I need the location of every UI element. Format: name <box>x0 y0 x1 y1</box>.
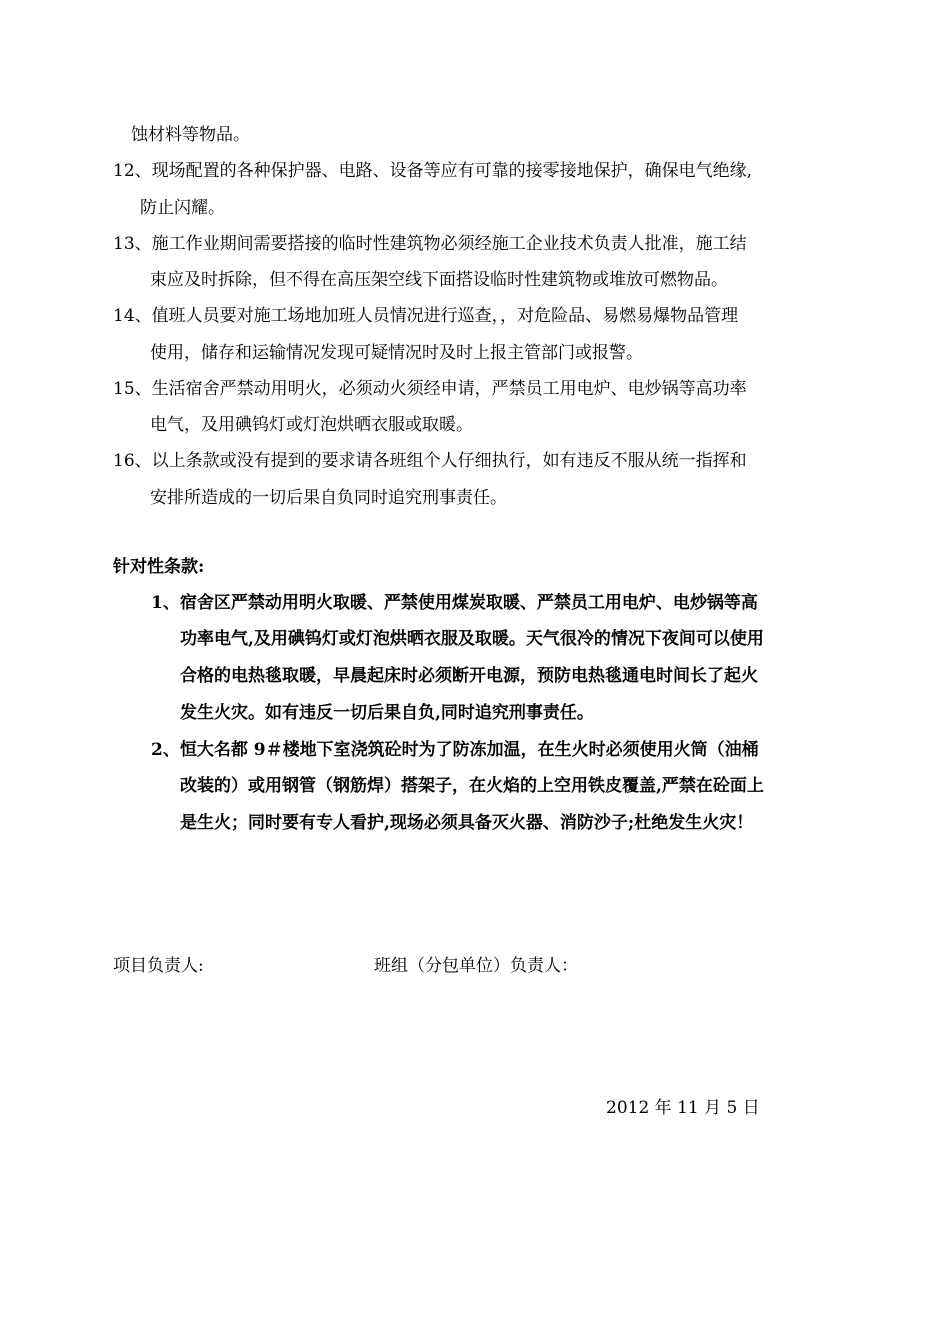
item-text: 电气，及用碘钨灯或灯泡烘晒衣服或取暖。 <box>150 415 473 435</box>
clause-text: 恒大名都 9＃楼地下室浇筑砼时为了防冻加温，在生火时必须使用火筒（油桶 <box>179 740 759 760</box>
document-date: 2012 年 11 月 5 日 <box>606 1098 760 1118</box>
item-number: 14、 <box>113 306 152 326</box>
item-text: 束应及时拆除，但不得在高压架空线下面搭设临时性建筑物或堆放可燃物品。 <box>150 270 728 290</box>
clause-2-line-2: 改装的）或用钢管（钢筋焊）搭架子，在火焰的上空用铁皮覆盖,严禁在砼面上 <box>180 776 764 796</box>
item-text: 防止闪耀。 <box>140 198 225 218</box>
item-text: 安排所造成的一切后果自负同时追究刑事责任。 <box>150 488 507 508</box>
clause-text: 宿舍区严禁动用明火取暖、严禁使用煤炭取暖、严禁员工用电炉、电炒锅等高 <box>179 593 758 613</box>
clause-1 <box>151 592 758 614</box>
clause-2-line-3: 是生火；同时要有专人看护,现场必须具备灭火器、消防沙子;杜绝发生火灾！ <box>180 813 754 833</box>
list-item-16 <box>113 450 747 472</box>
clause-1-line-4: 发生火灾。如有违反一切后果自负,同时追究刑事责任。 <box>180 703 594 723</box>
clause-number: 2、 <box>151 740 180 760</box>
item-text: 使用，储存和运输情况发现可疑情况时及时上报主管部门或报警。 <box>150 343 643 363</box>
item-11-continuation <box>131 124 250 146</box>
item-text: 值班人员要对施工场地加班人员情况进行巡查，，对危险品、易燃易爆物品管理 <box>151 306 739 326</box>
item-text: 施工作业期间需要搭接的临时性建筑物必须经施工企业技术负责人批准，施工结 <box>151 234 747 254</box>
item-number: 15、 <box>113 379 152 399</box>
clause-number: 1、 <box>151 593 180 613</box>
list-item-12-line-2 <box>140 197 225 219</box>
list-item-13-line-2 <box>150 269 728 291</box>
list-item-12 <box>113 160 752 182</box>
clause-2 <box>151 739 759 761</box>
item-number: 13、 <box>113 234 152 254</box>
item-number: 16、 <box>113 451 152 471</box>
item-text: 以上条款或没有提到的要求请各班组个人仔细执行，如有违反不服从统一指挥和 <box>151 451 747 471</box>
item-text: 蚀材料等物品。 <box>131 125 250 145</box>
item-text: 现场配置的各种保护器、电路、设备等应有可靠的接零接地保护，确保电气绝缘, <box>151 161 753 181</box>
team-leader-label: 班组（分包单位）负责人： <box>374 956 578 976</box>
list-item-15-line-2 <box>150 414 473 436</box>
clause-1-line-3: 合格的电热毯取暖，早晨起床时必须断开电源，预防电热毯通电时间长了起火 <box>180 666 758 686</box>
project-leader-label: 项目负责人: <box>113 956 204 976</box>
list-item-14 <box>113 305 738 327</box>
list-item-13 <box>113 233 747 255</box>
item-text: 生活宿舍严禁动用明火，必须动火须经申请，严禁员工用电炉、电炒锅等高功率 <box>151 379 747 399</box>
list-item-16-line-2 <box>150 487 507 509</box>
item-number: 12、 <box>113 161 152 181</box>
list-item-15 <box>113 378 747 400</box>
clause-1-line-2: 功率电气,及用碘钨灯或灯泡烘晒衣服及取暖。天气很冷的情况下夜间可以使用 <box>180 629 764 649</box>
specific-clauses-heading: 针对性条款: <box>113 557 205 577</box>
list-item-14-line-2 <box>150 342 643 364</box>
